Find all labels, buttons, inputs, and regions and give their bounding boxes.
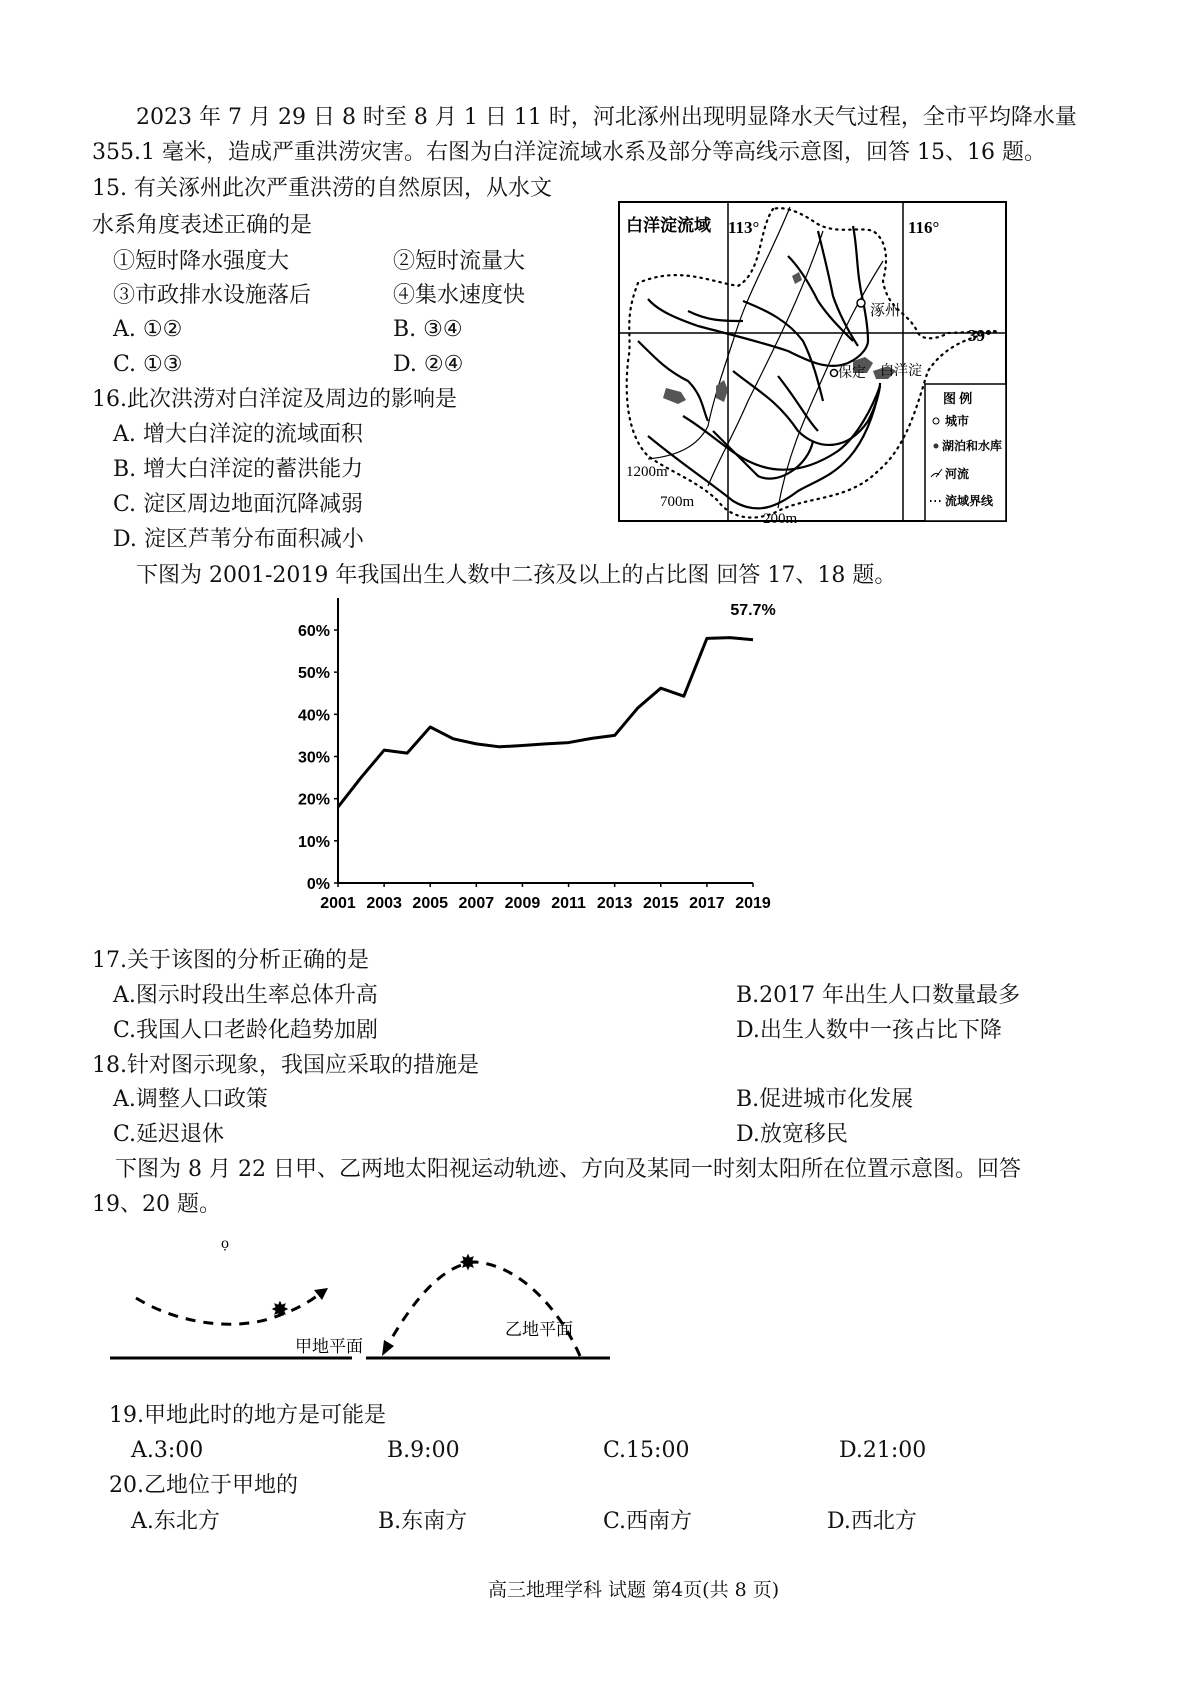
q17-option-b: B.2017 年出生人口数量最多 xyxy=(736,983,1021,1008)
q20-option-c: C.西南方 xyxy=(603,1509,693,1534)
lake-baiyangdian-label: 白洋淀 xyxy=(880,364,922,379)
q15-option-a: A. ①② xyxy=(113,317,183,342)
zhuozhou-city-marker xyxy=(857,299,865,307)
legend-title: 图 例 xyxy=(943,391,973,406)
sun-intro-line-1: 下图为 8 月 22 日甲、乙两地太阳视运动轨迹、方向及某同一时刻太阳所在位置示意图。回答 xyxy=(115,1157,1021,1182)
legend-river: 河流 xyxy=(945,467,970,481)
page-footer: 高三地理学科 试题 第4页(共 8 页) xyxy=(488,1579,780,1601)
yi-plane-label: 乙地平面 xyxy=(505,1320,573,1339)
compass-mark-icon: ọ xyxy=(221,1235,229,1252)
city-baoding-label: 保定 xyxy=(838,366,866,381)
yi-arrow-icon xyxy=(382,1340,394,1356)
q15-item-3: ③市政排水设施落后 xyxy=(113,283,312,308)
baiyangdian-basin-map xyxy=(618,201,1008,523)
second-child-ratio-chart xyxy=(280,590,920,930)
q18-option-a: A.调整人口政策 xyxy=(113,1087,268,1112)
q17-option-c: C.我国人口老龄化趋势加剧 xyxy=(113,1018,379,1043)
q18-option-c: C.延迟退休 xyxy=(113,1122,225,1147)
legend-city-icon xyxy=(933,418,939,424)
city-zhuozhou-label: 涿州 xyxy=(870,303,901,319)
intro-line-2: 355.1 毫米，造成严重洪涝灾害。右图为白洋淀流域水系及部分等高线示意图，回答 15、16 题。 xyxy=(92,140,1046,165)
x-tick-label: 2001 xyxy=(320,895,356,912)
q19-option-a: A.3:00 xyxy=(131,1438,204,1463)
q19-option-b: B.9:00 xyxy=(387,1438,460,1463)
contour-1200-label: 1200m xyxy=(626,464,668,480)
q15-option-d: D. ②④ xyxy=(393,352,464,377)
q16-stem: 16.此次洪涝对白洋淀及周边的影响是 xyxy=(92,387,457,412)
yi-sun-icon: ✸ xyxy=(458,1250,478,1275)
yi-sun-path xyxy=(385,1262,580,1356)
q18-stem: 18.针对图示现象，我国应采取的措施是 xyxy=(92,1053,479,1078)
q15-stem-2: 水系角度表述正确的是 xyxy=(92,213,313,238)
jia-plane-label: 甲地平面 xyxy=(295,1337,363,1356)
lon-113-label: 113° xyxy=(728,218,760,237)
q18-option-d: D.放宽移民 xyxy=(736,1122,848,1147)
q15-item-4: ④集水速度快 xyxy=(393,283,526,308)
q20-stem: 20.乙地位于甲地的 xyxy=(109,1473,298,1498)
series-line xyxy=(338,638,753,808)
x-tick-label: 2011 xyxy=(551,895,586,912)
map-title: 白洋淀流域 xyxy=(626,216,711,235)
intro-line-1: 2023 年 7 月 29 日 8 时至 8 月 1 日 11 时，河北涿州出现明显降水天气过程，全市平均降水量 xyxy=(136,105,1077,130)
y-tick-label: 10% xyxy=(297,833,330,851)
q16-option-b: B. 增大白洋淀的蓄洪能力 xyxy=(113,457,364,482)
legend-city: 城市 xyxy=(945,414,970,428)
sun-intro-line-2: 19、20 题。 xyxy=(92,1192,221,1217)
q16-option-a: A. 增大白洋淀的流域面积 xyxy=(113,422,363,447)
q15-option-b: B. ③④ xyxy=(393,317,463,342)
jia-sun-path xyxy=(136,1292,322,1324)
q15-stem-1: 15. 有关涿州此次严重洪涝的自然原因，从水文 xyxy=(92,176,552,201)
y-tick-label: 0% xyxy=(306,876,330,893)
y-tick-label: 50% xyxy=(297,665,330,683)
q16-option-d: D. 淀区芦苇分布面积减小 xyxy=(113,527,364,552)
contour-200-label: 200m xyxy=(763,511,798,523)
lat-39-label: 39° xyxy=(968,326,992,345)
legend-lake-icon xyxy=(934,444,939,449)
map-legend xyxy=(925,384,1006,521)
q17-stem: 17.关于该图的分析正确的是 xyxy=(92,948,369,973)
x-tick-label: 2003 xyxy=(366,895,402,912)
q19-stem: 19.甲地此时的地方是可能是 xyxy=(109,1403,386,1428)
y-tick-label: 30% xyxy=(297,749,330,767)
contour-700-label: 700m xyxy=(660,494,695,510)
y-tick-label: 40% xyxy=(297,707,330,725)
q20-option-a: A.东北方 xyxy=(131,1509,220,1534)
legend-lake: 湖泊和水库 xyxy=(942,439,1003,453)
x-tick-label: 2013 xyxy=(596,895,633,912)
x-tick-label: 2007 xyxy=(458,895,495,912)
legend-boundary: 流域界线 xyxy=(945,494,994,508)
x-tick-label: 2005 xyxy=(412,895,449,912)
q17-option-d: D.出生人数中一孩占比下降 xyxy=(736,1018,1002,1043)
annotation-label: 57.7% xyxy=(730,602,776,619)
x-tick-label: 2015 xyxy=(642,895,679,912)
q15-item-2: ②短时流量大 xyxy=(393,249,526,274)
chart-intro: 下图为 2001-2019 年我国出生人数中二孩及以上的占比图 回答 17、18 题。 xyxy=(136,563,897,588)
q19-option-c: C.15:00 xyxy=(603,1438,690,1463)
q18-option-b: B.促进城市化发展 xyxy=(736,1087,914,1112)
x-tick-label: 2019 xyxy=(735,895,771,912)
q20-option-b: B.东南方 xyxy=(378,1509,468,1534)
q16-option-c: C. 淀区周边地面沉降减弱 xyxy=(113,492,364,517)
jia-sun-icon: ✸ xyxy=(270,1297,290,1322)
y-tick-label: 20% xyxy=(297,791,330,809)
baoding-city-marker xyxy=(831,370,838,377)
q15-option-c: C. ①③ xyxy=(113,352,183,377)
x-tick-label: 2009 xyxy=(504,895,541,912)
q20-option-d: D.西北方 xyxy=(827,1509,917,1534)
q17-option-a: A.图示时段出生率总体升高 xyxy=(113,983,378,1008)
y-tick-label: 60% xyxy=(297,623,330,640)
q15-item-1: ①短时降水强度大 xyxy=(113,249,290,274)
x-tick-label: 2017 xyxy=(689,895,725,912)
q19-option-d: D.21:00 xyxy=(839,1438,927,1463)
sun-path-diagram xyxy=(100,1220,1120,1390)
lon-116-label: 116° xyxy=(908,218,940,237)
